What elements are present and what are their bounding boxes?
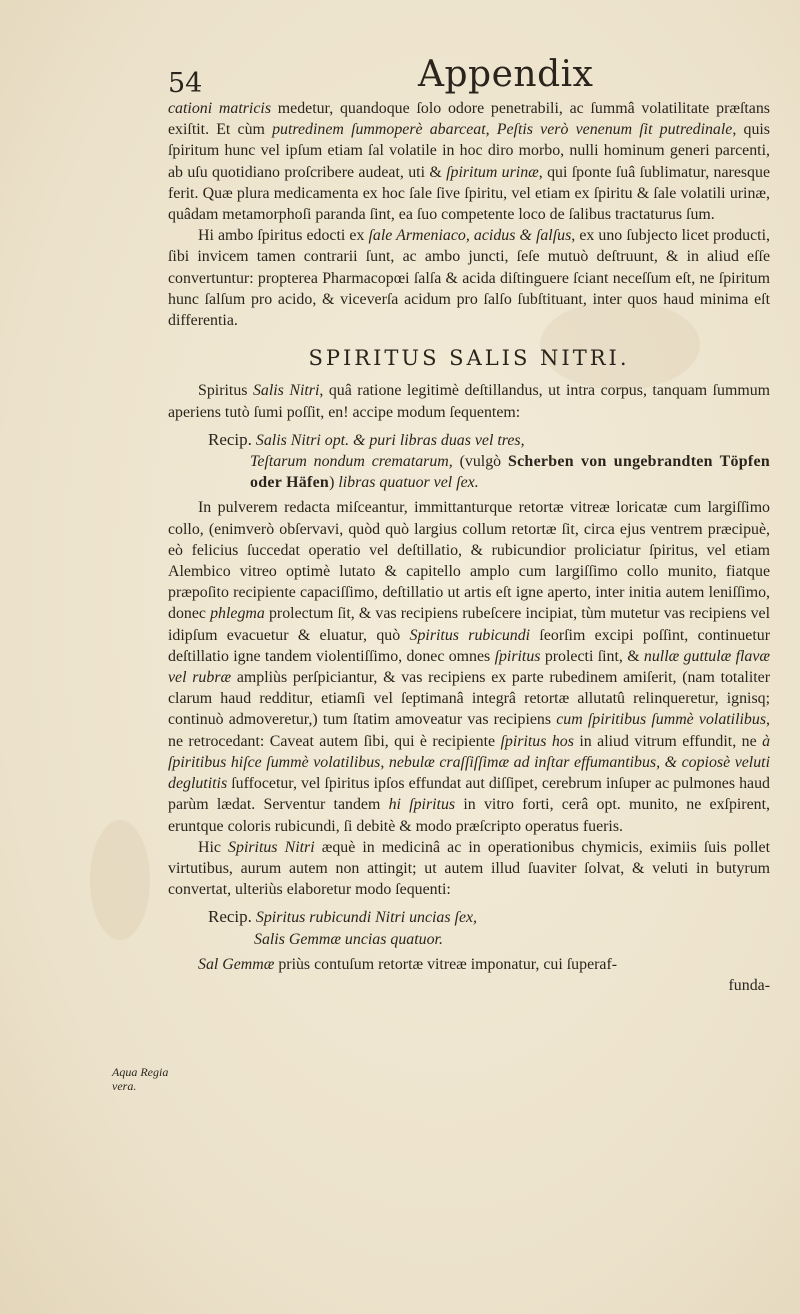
paragraph-2: [168, 225, 770, 331]
catchword: funda-: [728, 976, 770, 994]
recipe-2-line-2: Salis Gemmæ uncias quatuor.: [254, 930, 443, 948]
recipe-1-line-2d: ): [329, 474, 339, 492]
para4-run-13: à ſpiritibus hiſce ſummè volatilibus, nebulæ craſſiſſimæ ad inſtar effumantibus, & copiosè veluti deglutitis: [168, 732, 771, 793]
para4-run-15: hi ſpiritus: [388, 796, 456, 814]
para4-run-1: phlegma: [210, 605, 265, 623]
para1-run-1: medetur, quandoque ſolo odore penetrabili, ac ſummâ volatilitate præſtans exiſtit. Et cùm: [168, 100, 770, 139]
page-number: 54: [168, 68, 203, 99]
para4-run-3: Spiritus rubicundi: [409, 626, 531, 644]
para1-run-3: , quis ſpiritum hunc vel ipſum etiam ſal volatile in hoc diro morbo, nulli hominum generi parcenti, ab uſu quotidiano proſcribere audeat, uti &: [168, 121, 770, 181]
paragraph-6: [168, 954, 770, 975]
para3-run-2: , quâ ratione legitimè deſtillandus, ut intra corpus, tanquam ſummum aperiens tutò ſumi poſſit, en! accipe modum ſequentem:: [168, 382, 771, 421]
recipe-1: [168, 429, 770, 494]
section-heading: SPIRITUS SALIS NITRI.: [308, 346, 630, 371]
para5-run-1: Spiritus Nitri: [228, 838, 315, 856]
para4-run-5: ſpiritus: [494, 647, 541, 665]
para4-run-9: cum ſpiritibus ſummè volatilibus: [556, 711, 767, 729]
recipe-1-line-1: Salis Nitri opt. & puri libras duas vel tres,: [255, 431, 525, 449]
paragraph-5: [168, 837, 770, 901]
para5-run-0: Hic: [198, 838, 229, 856]
para3-run-0: Spiritus: [198, 382, 253, 400]
recipe-1-line-2e: libras quatuor vel ſex.: [338, 474, 479, 492]
recipe-1-german: Scherben von ungebrandten Töpfen oder Häfen: [250, 453, 770, 492]
recipe-1-line-2a: Teſtarum nondum crematarum,: [250, 453, 453, 471]
para1-run-4: ſpiritum urinæ: [446, 163, 539, 181]
para2-run-0: Hi ambo ſpiritus edocti ex: [198, 227, 369, 245]
para4-run-14: ſuffocetur, vel ſpiritus ipſos effundat aut diſſipet, cerebrum inſuper ac pulmones haud parùm lædat. Serventur tandem: [168, 775, 770, 814]
recipe-2-line-1: Spiritus rubicundi Nitri uncias ſex,: [255, 909, 478, 927]
para4-run-12: in aliud vitrum effundit, ne: [573, 732, 763, 750]
para2-run-2: , ex uno ſubjecto licet producti, ſibi invicem tamen contrarii ſunt, ac ambo juncti, ſeſe mutuò deſtruunt, & in aliud eſſe convertuntur: propterea Pharmacopœi ſalſa & acida diſtinguere ſciant neceſſum eſt, ne ſpiritum hunc ſalſum pro acido, & viceverſa acidum pro ſalſo ſubſtituant, inter quos haud minima eſt differentia.: [168, 227, 770, 330]
paragraph-1: [168, 98, 770, 225]
para1-run-0: cationi matricis: [168, 100, 271, 117]
para4-run-11: ſpiritus hos: [500, 732, 574, 750]
para1-run-5: , qui ſponte ſuâ ſublimatur, naresque ferit. Quæ plura medicamenta ex hoc ſale ſive ſpiritu, vel etiam ex ſpiritu & ſale volatili urinæ, quâdam metamorphoſi paranda ſint, ea ſuo competente loco de ſalibus tractaturus ſum.: [168, 163, 770, 224]
paragraph-4: [168, 497, 770, 836]
para4-run-7: nullæ guttulæ flavæ vel rubræ: [168, 647, 770, 687]
paragraph-3: [168, 380, 770, 422]
para4-run-8: ampliùs perſpiciantur, & vas recipiens ex parte rubedinem amiſerit, (nam totaliter clarum haud redditur, etiamſi vel ſeptimanâ integrâ retortæ allutatû relinqueretur, ignisq; continuò admoveretur,) tum ſtatim amoveatur vas recipiens: [168, 669, 770, 729]
main-text: [168, 98, 770, 996]
margin-note: Aqua Regia vera.: [112, 1065, 169, 1093]
page-header: [168, 54, 768, 98]
recipe-1-line-2b: (vulgò: [452, 453, 508, 471]
para2-run-1: ſale Armeniaco, acidus & ſalſus: [368, 227, 572, 245]
para4-run-10: , ne retrocedant: Caveat autem ſibi, qui è recipiente: [168, 711, 770, 750]
para1-run-2: putredinem ſummoperè abarceat, Peſtis verò venenum ſit putredinale: [272, 121, 733, 139]
para4-run-0: In pulverem redacta miſceantur, immittanturque retortæ vitreæ loricatæ cum largiſſimo collo, (enimverò obſervavi, quòd quò largius collum retortæ ſit, circa ejus ventrem præcipuè, eò felicius ſuccedat operatio vel deſtillatio, & rubicundior proliciatur ſpiritus, vel etiam Alembico vitreo optimè lutato & capitello amplo cum largiſſimo collo munito, fiatque præpoſito recipiente capaciſſimo, deſtillatio ut artis eſt igne aperto, inter initia autem leniſſimo, donec: [168, 499, 770, 623]
para3-run-1: Salis Nitri: [252, 382, 320, 400]
para6-run-0: Sal Gemmæ: [198, 955, 275, 973]
para4-run-2: prolectum ſit, & vas recipiens rubeſcere incipiat, tùm mutetur vas recipiens vel idipſum evacuetur & eluatur, quò: [168, 605, 770, 644]
para4-run-16: in vitro forti, cerâ opt. munito, ne exſpirent, eruntque coloris rubicundi, ſi debitè & modo præſcripto operatus fueris.: [168, 796, 770, 835]
para6-run-1: priùs contuſum retortæ vitreæ imponatur, cui ſuperaf-: [274, 955, 618, 973]
recipe-2-recip: Recip.: [208, 907, 252, 927]
recipe-2: [168, 906, 770, 949]
para4-run-4: ſeorſim excipi poſſint, continuetur deſtillatio igne tandem violentiſſimo, donec omnes: [168, 626, 770, 665]
para5-run-2: æquè in medicinâ ac in operationibus chymicis, eximiis ſuis pollet virtutibus, aurum autem non attingit; ut autem illud ſuaviter ſolvat, & veluti in butyrum convertat, ulteriùs elaboretur modo ſequenti:: [168, 838, 770, 899]
running-title: Appendix: [418, 54, 594, 95]
para4-run-6: prolecti ſint, &: [540, 647, 644, 665]
recipe-1-recip: Recip.: [208, 429, 252, 449]
